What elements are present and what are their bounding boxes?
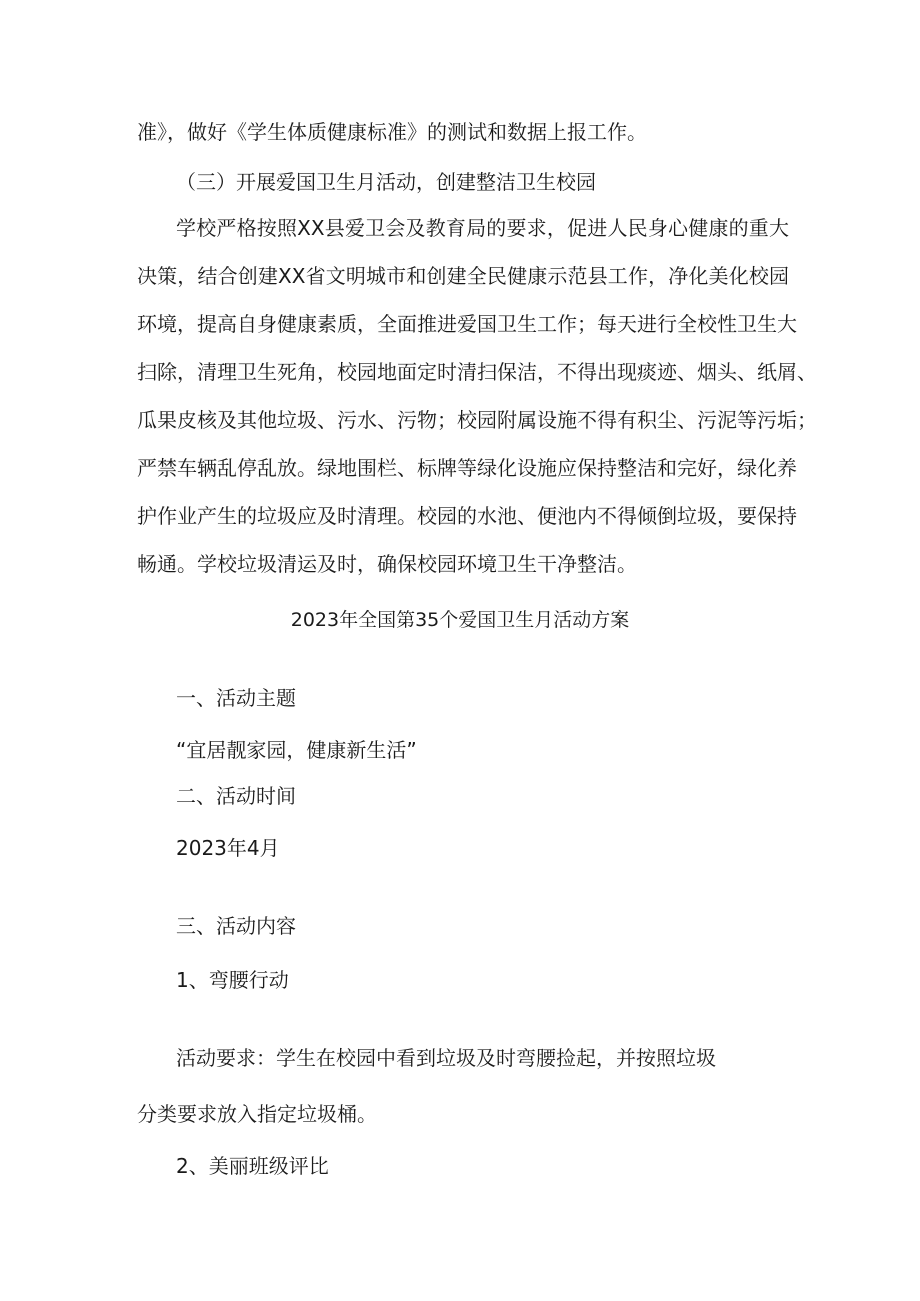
theme-text: “宜居靓家园，健康新生活” xyxy=(176,738,417,762)
paragraph-line: 活动要求：学生在校园中看到垃圾及时弯腰捡起，并按照垃圾 xyxy=(176,1046,716,1070)
paragraph-line: 护作业产生的垃圾应及时清理。校园的水池、便池内不得倾倒垃圾，要保持 xyxy=(137,504,797,528)
document-title: 2023年全国第35个爱国卫生月活动方案 xyxy=(290,609,630,631)
time-text: 2023年4月 xyxy=(176,836,280,860)
section-heading: （三）开展爱国卫生月活动，创建整洁卫生校园 xyxy=(176,170,596,194)
paragraph-line: 学校严格按照XX县爱卫会及教育局的要求，促进人民身心健康的重大 xyxy=(176,216,789,240)
section-heading: 二、活动时间 xyxy=(176,784,296,808)
paragraph-line: 环境，提高自身健康素质，全面推进爱国卫生工作；每天进行全校性卫生大 xyxy=(137,312,797,336)
paragraph-line: 瓜果皮核及其他垃圾、污水、污物；校园附属设施不得有积尘、污泥等污垢； xyxy=(137,408,817,432)
paragraph-line: 准》，做好《学生体质健康标准》的测试和数据上报工作。 xyxy=(137,120,647,144)
section-heading: 三、活动内容 xyxy=(176,914,296,938)
paragraph-line: 畅通。学校垃圾清运及时，确保校园环境卫生干净整洁。 xyxy=(137,552,637,576)
list-item: 1、弯腰行动 xyxy=(176,968,289,992)
list-item: 2、美丽班级评比 xyxy=(176,1154,329,1178)
paragraph-line: 决策，结合创建XX省文明城市和创建全民健康示范县工作，净化美化校园 xyxy=(137,264,789,288)
paragraph-line: 分类要求放入指定垃圾桶。 xyxy=(137,1102,377,1126)
paragraph-line: 扫除，清理卫生死角，校园地面定时清扫保洁，不得出现痰迹、烟头、纸屑、 xyxy=(137,360,817,384)
section-heading: 一、活动主题 xyxy=(176,686,296,710)
paragraph-line: 严禁车辆乱停乱放。绿地围栏、标牌等绿化设施应保持整洁和完好，绿化养 xyxy=(137,456,797,480)
